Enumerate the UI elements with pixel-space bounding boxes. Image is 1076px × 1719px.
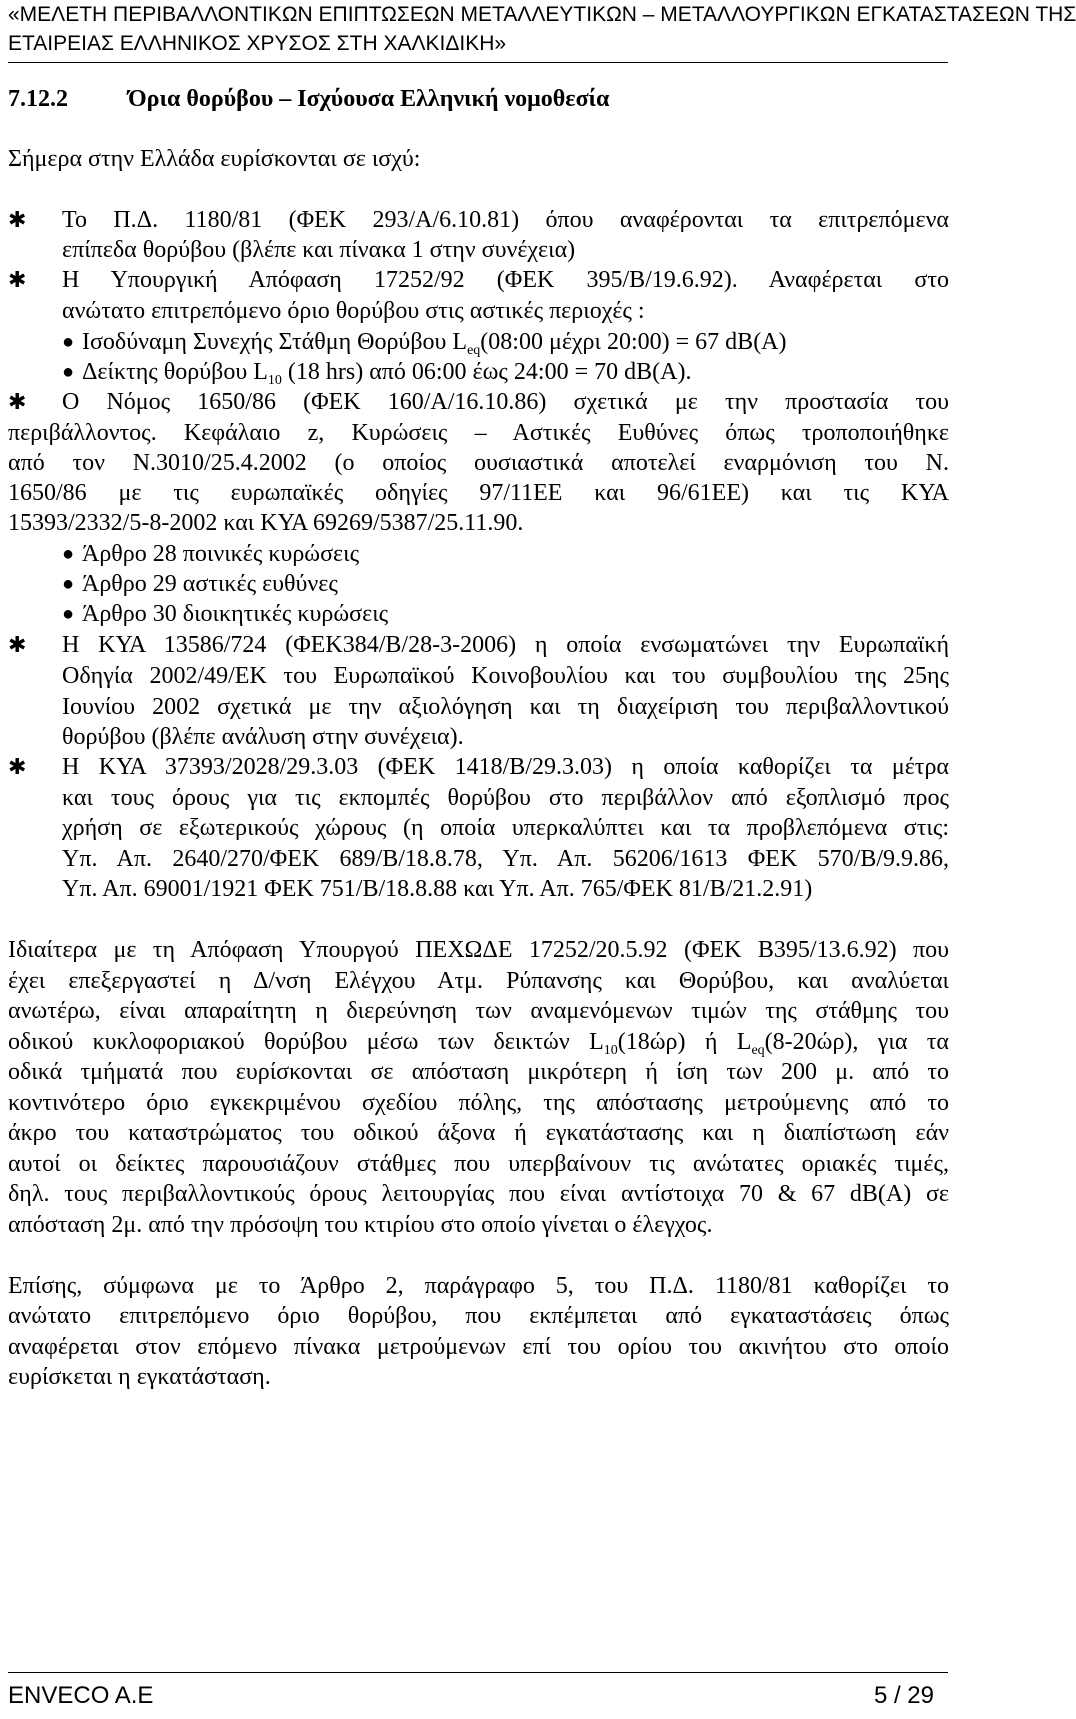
item4-line2: Οδηγία 2002/49/ΕΚ του Ευρωπαϊκού Κοινοβουλίου και του συμβουλίου της 25ης bbox=[62, 663, 949, 689]
section-title: Όρια θορύβου – Ισχύουσα Ελληνική νομοθεσία bbox=[128, 86, 610, 112]
bullet-icon: ● bbox=[62, 603, 75, 625]
footer-company: ENVECO A.E bbox=[8, 1682, 154, 1709]
item4-line1: Η ΚΥΑ 13586/724 (ΦΕΚ384/Β/28-3-2006) η οποία ενσωματώνει την Ευρωπαϊκή bbox=[62, 632, 949, 658]
bullet-icon: ● bbox=[62, 331, 75, 353]
item2-bullet2: Δείκτης θορύβου $L_{10}$ (18 hrs) από 06:00 έως 24:00 = 70 dB(A). bbox=[82, 359, 692, 388]
para2-line4: ευρίσκεται η εγκατάσταση. bbox=[8, 1364, 271, 1390]
asterisk-icon: ✱ bbox=[8, 632, 27, 657]
item4-line4: θορύβου (βλέπε ανάλυση στην συνέχεια). bbox=[62, 724, 464, 750]
footer-rule bbox=[8, 1672, 948, 1673]
item2-line2: ανώτατο επιτρεπόμενο όριο θορύβου στις αστικές περιοχές : bbox=[62, 298, 645, 324]
item3-line2: περιβάλλοντος. Κεφάλαιο z, Κυρώσεις – Αστικές Ευθύνες όπως τροποποιήθηκε bbox=[8, 420, 949, 446]
bullet-icon: ● bbox=[62, 543, 75, 565]
item3-line1: Ο Νόμος 1650/86 (ΦΕΚ 160/Α/16.10.86) σχετικά με την προστασία του bbox=[62, 389, 949, 415]
item3-line5: 15393/2332/5-8-2002 και ΚΥΑ 69269/5387/25.11.90. bbox=[8, 510, 524, 536]
section-heading bbox=[8, 86, 609, 113]
item3-bullet3: Άρθρο 30 διοικητικές κυρώσεις bbox=[82, 601, 389, 627]
header-line-1: «ΜΕΛΕΤΗ ΠΕΡΙΒΑΛΛΟΝΤΙΚΩΝ ΕΠΙΠΤΩΣΕΩΝ ΜΕΤΑΛΛΕΥΤΙΚΩΝ – ΜΕΤΑΛΛΟΥΡΓΙΚΩΝ ΕΓΚΑΤΑΣΤΑΣΕΩΝ ΤΗΣ bbox=[8, 3, 1076, 26]
item4-line3: Ιουνίου 2002 σχετικά με την αξιολόγηση και τη διαχείριση του περιβαλλοντικού bbox=[62, 694, 949, 720]
asterisk-icon: ✱ bbox=[8, 267, 27, 292]
asterisk-icon: ✱ bbox=[8, 389, 27, 414]
intro-text: Σήμερα στην Ελλάδα ευρίσκονται σε ισχύ: bbox=[8, 146, 421, 172]
item3-bullet2: Άρθρο 29 αστικές ευθύνες bbox=[82, 571, 338, 597]
section-number: 7.12.2 bbox=[8, 86, 68, 112]
para1-line10: απόσταση 2μ. από την πρόσοψη του κτιρίου στο οποίο γίνεται ο έλεγχος. bbox=[8, 1212, 713, 1238]
para2-line3: αναφέρεται στον επόμενο πίνακα μετρούμενων επί του ορίου του ακινήτου στο οποίο bbox=[8, 1334, 949, 1360]
para2-line1: Επίσης, σύμφωνα με το Άρθρο 2, παράγραφο 5, του Π.Δ. 1180/81 καθορίζει το bbox=[8, 1273, 949, 1299]
item5-line2: και τους όρους για τις εκπομπές θορύβου στο περιβάλλον από εξοπλισμό προς bbox=[62, 785, 949, 811]
item5-line5: Υπ. Απ. 69001/1921 ΦΕΚ 751/Β/18.8.88 και Υπ. Απ. 765/ΦΕΚ 81/Β/21.2.91) bbox=[62, 876, 813, 902]
asterisk-icon: ✱ bbox=[8, 754, 27, 779]
para1-line4: οδικού κυκλοφοριακού θορύβου μέσω των δεικτών $L_{10}(18ώ\rho)$ ή $L_{eq}(8-20ώ\rho)$, για τα bbox=[8, 1029, 950, 1058]
para1-line6: κοντινότερο όριο εγκεκριμένου σχεδίου πόλης, της απόστασης μετρούμενης από το bbox=[8, 1090, 949, 1116]
footer-page-number: 5 / 29 bbox=[873, 1682, 934, 1709]
item3-line4: 1650/86 με τις ευρωπαϊκές οδηγίες 97/11ΕΕ και 96/61ΕΕ) και τις ΚΥΑ bbox=[8, 480, 949, 506]
para2-line2: ανώτατο επιτρεπόμενο όριο θορύβου, που εκπέμπεται από εγκαταστάσεις όπως bbox=[8, 1303, 949, 1329]
item3-line3: από τον Ν.3010/25.4.2002 (ο οποίος ουσιαστικά αποτελεί εναρμόνιση του Ν. bbox=[8, 450, 949, 476]
item5-line4: Υπ. Απ. 2640/270/ΦΕΚ 689/Β/18.8.78, Υπ. Απ. 56206/1613 ΦΕΚ 570/Β/9.9.86, bbox=[62, 846, 949, 872]
item5-line1: Η ΚΥΑ 37393/2028/29.3.03 (ΦΕΚ 1418/Β/29.3.03) η οποία καθορίζει τα μέτρα bbox=[62, 754, 949, 780]
item5-line3: χρήση σε εξωτερικούς χώρους (η οποία υπερκαλύπτει και τα προβλεπόμενα στις: bbox=[62, 815, 949, 841]
asterisk-icon: ✱ bbox=[8, 207, 27, 232]
para1-line8: αυτοί οι δείκτες παρουσιάζουν στάθμες που υπερβαίνουν τις ανώτατες οριακές τιμές, bbox=[8, 1151, 949, 1177]
header-line-2: ΕΤΑΙΡΕΙΑΣ ΕΛΛΗΝΙΚΟΣ ΧΡΥΣΟΣ ΣΤΗ ΧΑΛΚΙΔΙΚΗ» bbox=[8, 32, 507, 55]
para1-line7: άκρο του καταστρώματος του οδικού άξονα ή εγκατάστασης και η διαπίστωση εάν bbox=[8, 1120, 949, 1146]
para1-line9: δηλ. τους περιβαλλοντικούς όρους λειτουργίας που είναι αντίστοιχα 70 & 67 dB(A) σε bbox=[8, 1181, 949, 1207]
item2-bullet1: Ισοδύναμη Συνεχής Στάθμη Θορύβου $L_{eq}(08:00$ μέχρι 20:00) = 67 dB(A) bbox=[82, 329, 787, 358]
item1-line1: Το Π.Δ. 1180/81 (ΦΕΚ 293/Α/6.10.81) όπου αναφέρονται τα επιτρεπόμενα bbox=[62, 207, 949, 233]
bullet-icon: ● bbox=[62, 361, 75, 383]
item2-line1: Η Υπουργική Απόφαση 17252/92 (ΦΕΚ 395/Β/19.6.92). Αναφέρεται στο bbox=[62, 267, 949, 293]
para1-line1: Ιδιαίτερα με τη Απόφαση Υπουργού ΠΕΧΩΔΕ 17252/20.5.92 (ΦΕΚ Β395/13.6.92) που bbox=[8, 937, 949, 963]
item3-bullet1: Άρθρο 28 ποινικές κυρώσεις bbox=[82, 541, 360, 567]
para1-line3: ανωτέρω, είναι απαραίτητη η διερεύνηση των αναμενόμενων τιμών της στάθμης του bbox=[8, 998, 949, 1024]
item1-line2: επίπεδα θορύβου (βλέπε και πίνακα 1 στην συνέχεια) bbox=[62, 237, 576, 263]
header-rule bbox=[8, 62, 948, 63]
para1-line5: οδικά τμήματά που ευρίσκονται σε απόσταση μικρότερη ή ίση των 200 μ. από το bbox=[8, 1059, 949, 1085]
para1-line2: έχει επεξεργαστεί η Δ/νση Ελέγχου Ατμ. Ρύπανσης και Θορύβου, και αναλύεται bbox=[8, 968, 949, 994]
bullet-icon: ● bbox=[62, 573, 75, 595]
